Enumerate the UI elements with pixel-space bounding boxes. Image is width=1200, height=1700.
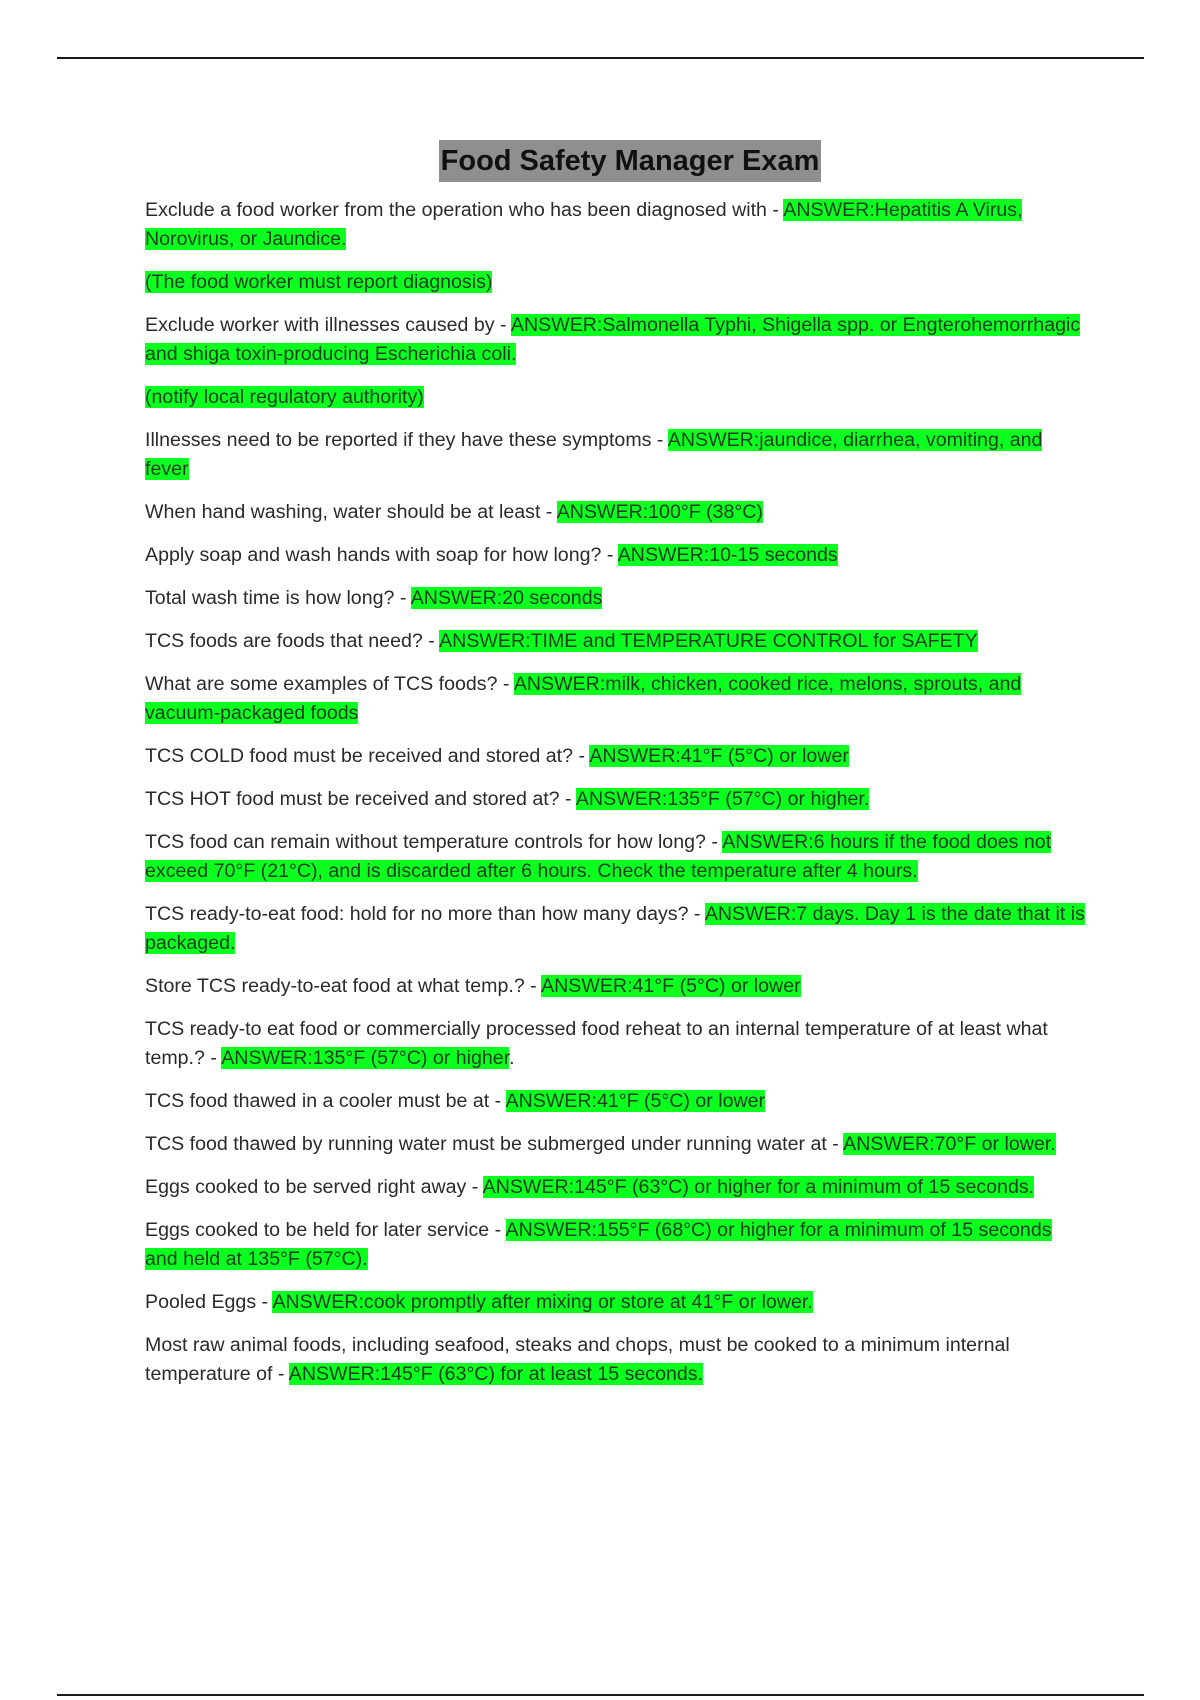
question-text: TCS ready-to eat food or commercially processed food reheat to an internal temperature of at least what temp.? - <box>145 1018 1048 1069</box>
question-text: TCS HOT food must be received and stored at? - <box>145 788 576 810</box>
title-container <box>145 140 1085 182</box>
question-text: Exclude a food worker from the operation who has been diagnosed with - <box>145 199 784 221</box>
qa-item <box>145 627 1085 656</box>
qa-item <box>145 383 1085 412</box>
document-page <box>145 140 1085 1403</box>
qa-item <box>145 1130 1085 1159</box>
qa-item <box>145 311 1085 369</box>
question-text: TCS foods are foods that need? - <box>145 630 440 652</box>
question-text: TCS food can remain without temperature controls for how long? - <box>145 831 723 853</box>
answer-text: (notify local regulatory authority) <box>145 386 424 408</box>
question-text: What are some examples of TCS foods? - <box>145 673 514 695</box>
answer-text: ANSWER:41°F (5°C) or lower <box>541 975 801 997</box>
qa-item <box>145 785 1085 814</box>
question-text: TCS COLD food must be received and stored at? - <box>145 745 590 767</box>
question-text: Eggs cooked to be served right away - <box>145 1176 483 1198</box>
qa-item <box>145 900 1085 958</box>
question-text: Total wash time is how long? - <box>145 587 411 609</box>
qa-item <box>145 426 1085 484</box>
answer-text: ANSWER:Salmonella Typhi, Shigella spp. or Engterohemorrhagic and shiga toxin-producing Escherichia coli. <box>145 314 1081 365</box>
qa-item <box>145 1015 1085 1073</box>
qa-item <box>145 972 1085 1001</box>
answer-text: ANSWER:TIME and TEMPERATURE CONTROL for SAFETY <box>439 630 978 652</box>
answer-text: ANSWER:145°F (63°C) for at least 15 seconds. <box>288 1363 704 1385</box>
qa-item <box>145 742 1085 771</box>
answer-text: ANSWER:135°F (57°C) or higher. <box>575 788 870 810</box>
qa-item <box>145 584 1085 613</box>
answer-text: ANSWER:jaundice, diarrhea, vomiting, and fever <box>145 429 1043 480</box>
question-text: Eggs cooked to be held for later service - <box>145 1219 506 1241</box>
answer-text: ANSWER:cook promptly after mixing or store at 41°F or lower. <box>272 1291 813 1313</box>
footer-rule <box>57 1694 1144 1696</box>
qa-item <box>145 828 1085 886</box>
answer-text: ANSWER:10-15 seconds <box>617 544 838 566</box>
header-rule <box>57 57 1144 59</box>
qa-item <box>145 541 1085 570</box>
answer-text: ANSWER:6 hours if the food does not exceed 70°F (21°C), and is discarded after 6 hours. Check the temperature after 4 hours. <box>145 831 1052 882</box>
qa-item <box>145 1216 1085 1274</box>
answer-text: ANSWER:7 days. Day 1 is the date that it is packaged. <box>145 903 1085 954</box>
question-text: Exclude worker with illnesses caused by - <box>145 314 511 336</box>
qa-item <box>145 268 1085 297</box>
question-text: Pooled Eggs - <box>145 1291 273 1313</box>
qa-item <box>145 670 1085 728</box>
qa-item <box>145 1288 1085 1317</box>
qa-item <box>145 1331 1085 1389</box>
document-title: Food Safety Manager Exam <box>439 140 822 182</box>
question-text: When hand washing, water should be at least - <box>145 501 557 523</box>
qa-item <box>145 1173 1085 1202</box>
answer-text: ANSWER:Hepatitis A Virus, Norovirus, or Jaundice. <box>145 199 1023 250</box>
answer-text: ANSWER:155°F (68°C) or higher for a minimum of 15 seconds and held at 135°F (57°C). <box>145 1219 1052 1270</box>
question-text: Most raw animal foods, including seafood, steaks and chops, must be cooked to a minimum internal temperature of - <box>145 1334 1010 1385</box>
answer-text: ANSWER:100°F (38°C) <box>556 501 763 523</box>
qa-item <box>145 498 1085 527</box>
answer-text: ANSWER:145°F (63°C) or higher for a minimum of 15 seconds. <box>482 1176 1035 1198</box>
answer-text: ANSWER:135°F (57°C) or higher <box>221 1047 510 1069</box>
question-text: Illnesses need to be reported if they have these symptoms - <box>145 429 668 451</box>
question-text: TCS food thawed in a cooler must be at - <box>145 1090 506 1112</box>
answer-text: ANSWER:20 seconds <box>410 587 603 609</box>
answer-text: ANSWER:70°F or lower. <box>843 1133 1056 1155</box>
answer-text: ANSWER:41°F (5°C) or lower <box>505 1090 766 1112</box>
answer-suffix: . <box>509 1047 515 1069</box>
answer-text: ANSWER:41°F (5°C) or lower <box>589 745 849 767</box>
answer-text: (The food worker must report diagnosis) <box>145 271 493 293</box>
question-text: Apply soap and wash hands with soap for how long? - <box>145 544 618 566</box>
qa-item <box>145 1087 1085 1116</box>
question-text: Store TCS ready-to-eat food at what temp.? - <box>145 975 542 997</box>
question-text: TCS food thawed by running water must be submerged under running water at - <box>145 1133 844 1155</box>
qa-item <box>145 196 1085 254</box>
question-text: TCS ready-to-eat food: hold for no more than how many days? - <box>145 903 705 925</box>
answer-text: ANSWER:milk, chicken, cooked rice, melons, sprouts, and vacuum-packaged foods <box>145 673 1022 724</box>
